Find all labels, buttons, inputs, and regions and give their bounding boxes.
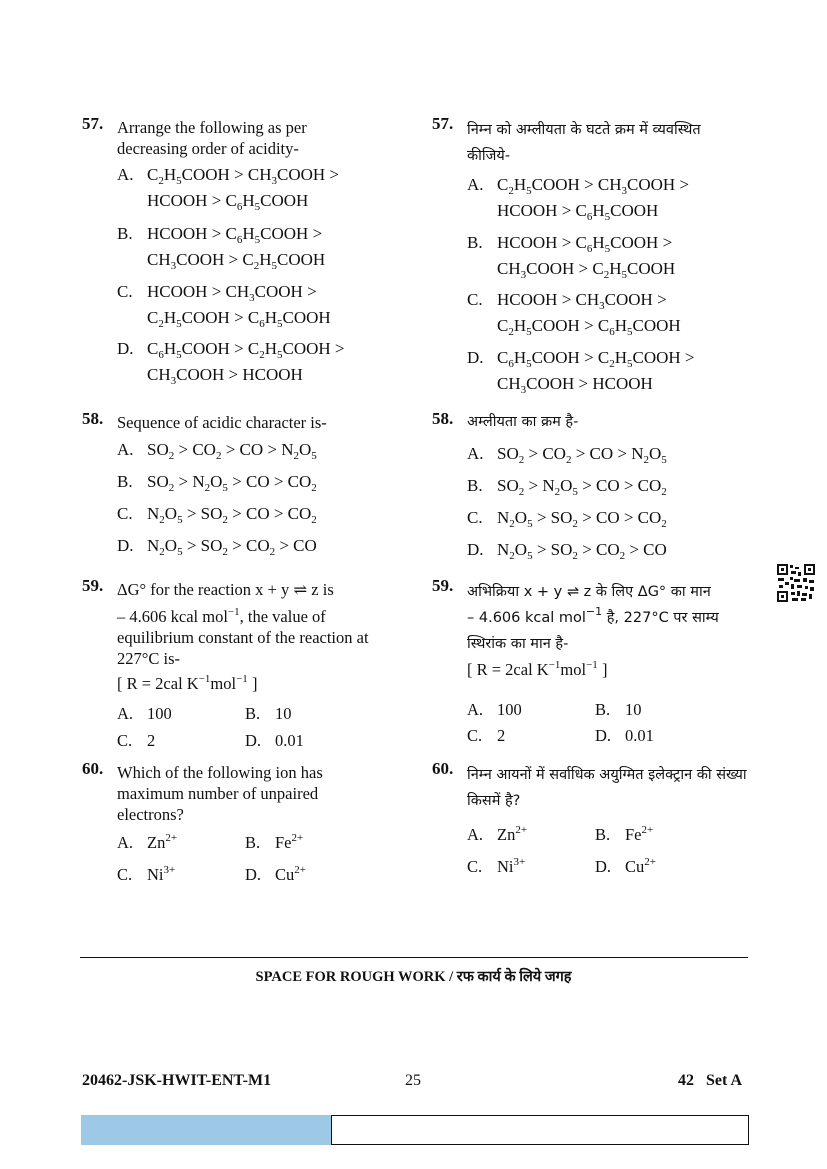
rough-work-label: SPACE FOR ROUGH WORK / रफ कार्य के लिये जगह (255, 969, 572, 985)
option-b: B. $SO_2 > N_2O_5$ > CO > $CO_2$ (467, 476, 667, 498)
option-c: C. $Ni^{3+}$ (117, 864, 176, 884)
option-b: B. $Fe^{2+}$ (595, 824, 654, 844)
question-number: 59. (432, 576, 454, 595)
option-a: A. 100 (117, 704, 172, 723)
option-c: C. 2 (467, 726, 506, 745)
question-text: Arrange the following as per decreasing order of acidity- (117, 118, 307, 158)
page-number: 25 (405, 1072, 421, 1089)
question-number: 57. (82, 114, 104, 133)
question-number: 59. (82, 576, 104, 595)
option-a: A. $C_2H_5COOH$ > $CH_3COOH$ > HCOOH > $C_6H_5COOH$ (467, 175, 690, 223)
option-b: B. 10 (595, 700, 642, 719)
question-number: 58. (432, 409, 454, 428)
option-a: A. $SO_2 > CO_2$ > CO > $N_2O_5$ (117, 440, 317, 462)
option-b: B. $Fe^{2+}$ (245, 832, 304, 852)
option-d: D. $C_6H_5COOH$ > $C_2H_5COOH$ > $CH_3COOH$ > HCOOH (467, 348, 695, 396)
option-b: B. HCOOH > $C_6H_5COOH$ > $CH_3COOH$ > $C_2H_5COOH$ (467, 233, 676, 281)
divider-line (80, 957, 748, 958)
option-c: C. $N_2O_5 > SO_2$ > CO > $CO_2$ (467, 508, 667, 530)
option-a: A. $C_2H_5COOH$ > $CH_3COOH$ > HCOOH > $C_6H_5COOH$ (117, 165, 340, 213)
option-b: B. HCOOH > $C_6H_5COOH$ > $CH_3COOH$ > $C_2H_5COOH$ (117, 224, 326, 272)
option-b: B. 10 (245, 704, 292, 723)
question-text: अभिक्रिया x + y ⇌ z के लिए ΔG° का मान – 4.606 kcal mol$^{-1}$ है, 227°C पर साम्य स्थिरांक का मान है- [ R = 2cal $K^{-1}mol^{-1}$ ] (467, 584, 719, 679)
question-text: निम्न को अम्लीयता के घटते क्रम में व्यवस्थित कीजिये- (467, 122, 701, 164)
option-c: C. HCOOH > $CH_3COOH$ > $C_2H_5COOH$ > $C_6H_5COOH$ (467, 290, 681, 338)
option-a: A. $Zn^{2+}$ (117, 832, 178, 852)
option-d: D. $C_6H_5COOH$ > $C_2H_5COOH$ > $CH_3COOH$ > HCOOH (117, 339, 345, 387)
option-c: C. $Ni^{3+}$ (467, 856, 526, 876)
option-c: C. HCOOH > $CH_3COOH$ > $C_2H_5COOH$ > $C_6H_5COOH$ (117, 282, 331, 330)
option-c: C. 2 (117, 731, 156, 750)
question-text: निम्न आयनों में सर्वाधिक अयुग्मित इलेक्ट्रान की संख्या किसमें है? (467, 767, 747, 809)
question-text: Sequence of acidic character is- (117, 413, 327, 432)
option-d: D. $N_2O_5 > SO_2 > CO_2$ > CO (467, 540, 667, 562)
question-number: 60. (82, 759, 104, 778)
option-a: A. $SO_2 > CO_2$ > CO > $N_2O_5$ (467, 444, 667, 466)
question-text: अम्लीयता का क्रम है- (467, 414, 579, 430)
qr-code-icon (776, 563, 816, 603)
option-c: C. $N_2O_5 > SO_2$ > CO > $CO_2$ (117, 504, 317, 526)
option-d: D. 0.01 (595, 726, 654, 745)
footer-color-bar (81, 1115, 331, 1145)
question-text: ΔG° for the reaction x + y ⇌ z is – 4.606 kcal mol$^{-1}$, the value of equilibrium constant of the reaction at 227°C is- [ R = 2cal $K^{-1}mol^{-1}$ ] (117, 580, 369, 693)
option-a: A. 100 (467, 700, 522, 719)
option-d: D. $N_2O_5 > SO_2 > CO_2$ > CO (117, 536, 317, 558)
set-label: 42 Set A (678, 1072, 742, 1089)
question-number: 58. (82, 409, 104, 428)
question-number: 60. (432, 759, 454, 778)
paper-code: 20462-JSK-HWIT-ENT-M1 (82, 1072, 272, 1089)
question-text: Which of the following ion has maximum number of unpaired electrons? (117, 763, 323, 824)
question-number: 57. (432, 114, 454, 133)
option-b: B. $SO_2 > N_2O_5$ > CO > $CO_2$ (117, 472, 317, 494)
option-a: A. $Zn^{2+}$ (467, 824, 528, 844)
footer-box (331, 1115, 749, 1145)
option-d: D. $Cu^{2+}$ (595, 856, 656, 876)
option-d: D. $Cu^{2+}$ (245, 864, 306, 884)
option-d: D. 0.01 (245, 731, 304, 750)
